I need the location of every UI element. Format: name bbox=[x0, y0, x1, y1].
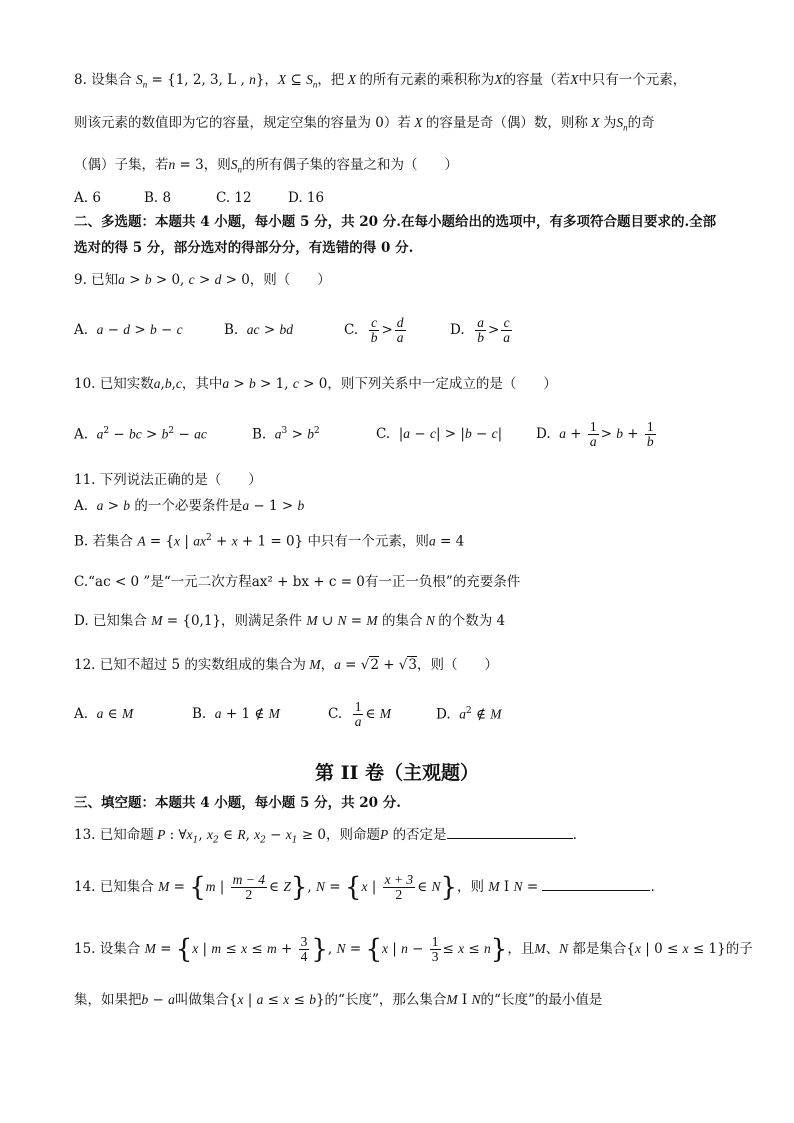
q12-stem: 12. 已知不超过 5 的实数组成的集合为 M，a = √2 + √3，则（ ） bbox=[74, 657, 498, 673]
q11-option-c: C.“ac < 0 ”是“一元二次方程ax² + bx + c = 0有一正一负根”的充要条件 bbox=[74, 574, 521, 590]
q13-stem: 13. 已知命题 P : $\forall x_1$, $x_2$ ∈ R, $x_2 - x_1 \ge 0$，则命题P 的否定是 . bbox=[74, 824, 734, 851]
q15-line2: 集，如果把b − a叫做集合{x | a ≤ x ≤ b}的“长度”，那么集合M I N的“长度”的最小值是 bbox=[74, 992, 603, 1008]
q9-option-a: A. a − d > b − c bbox=[74, 322, 183, 339]
q10-option-a: A. $a^2$ − bc > $b^2$ − ac bbox=[74, 425, 207, 443]
section2-heading: 二、多选题：本题共 4 小题，每小题 5 分，共 20 分.在每小题给出的选项中，有多项符合题目要求的.全部 bbox=[74, 214, 717, 230]
q13-answer-blank[interactable] bbox=[447, 824, 573, 839]
q11-stem: 11. 下列说法正确的是（ ） bbox=[74, 472, 262, 488]
q14-stem: 14. 已知集合 M = {m | $\frac{m - 4}{2}$ ∈ Z}, N = {x | $\frac{x + 3}{2}$ ∈ N}，则 M I N = . bbox=[74, 872, 655, 903]
q12-option-d: D. $a^2$ ∉ M bbox=[436, 705, 502, 723]
q10-option-d: D. a + $\frac{1}{a}$ > b + $\frac{1}{b}$ bbox=[536, 419, 654, 450]
q11-option-d: D. 已知集合 M = {0,1}，则满足条件 M ∪ N = M 的集合 N 的个数为 4 bbox=[74, 613, 506, 629]
q10-option-b: B. $a^3 > b^2$ bbox=[252, 425, 320, 443]
q10-stem: 10. 已知实数a,b,c，其中a > b > 1, c > 0，则下列关系中一定成立的是（ ） bbox=[74, 376, 557, 392]
q9-options bbox=[74, 316, 734, 352]
q9-option-d: D. $\frac{a}{b}$ > $\frac{c}{a}$ bbox=[450, 315, 511, 346]
section3-heading: 三、填空题：本题共 4 小题，每小题 5 分，共 20 分. bbox=[74, 795, 401, 811]
q8-line2: 则该元素的数值即为它的容量，规定空集的容量为 0）若 X 的容量是奇（偶）数，则称 X 为$S_n$的奇 bbox=[74, 115, 655, 133]
q8-option-d: D. 16 bbox=[288, 190, 325, 206]
q9-stem: 9. 已知a > b > 0, c > d > 0，则（ ） bbox=[74, 272, 331, 288]
q12-options bbox=[74, 700, 734, 736]
q12-option-c: C. $\frac{1}{a}$ ∈ M bbox=[328, 699, 392, 730]
q10-options bbox=[74, 420, 734, 456]
q8-text: 8. 设集合 bbox=[74, 72, 136, 88]
q12-option-a: A. a ∈ M bbox=[74, 706, 134, 723]
q9-option-b: B. ac > bd bbox=[224, 322, 293, 339]
part2-title: 第 II 卷（主观题） bbox=[314, 762, 479, 784]
q11-option-b: B. 若集合 A = {x | $ax^2 + x + 1 = 0$} 中只有一个元素，则a = 4 bbox=[74, 533, 465, 550]
q11-option-a: A. a > b 的一个必要条件是a − 1 > b bbox=[74, 498, 305, 514]
q8-option-c: C. 12 bbox=[216, 190, 252, 206]
section2-heading-cont: 选对的得 5 分，部分选对的得部分分，有选错的得 0 分. bbox=[74, 240, 414, 256]
q8-option-a: A. 6 bbox=[74, 190, 101, 206]
q14-answer-blank[interactable] bbox=[542, 876, 650, 891]
q8-options bbox=[74, 188, 734, 208]
q9-option-c: C. $\frac{c}{b}$ > $\frac{d}{a}$ bbox=[344, 315, 404, 346]
q8-line3: （偶）子集，若n = 3，则$S_n$的所有偶子集的容量之和为（ ） bbox=[74, 157, 458, 175]
q8-option-b: B. 8 bbox=[144, 190, 172, 206]
q8-line1: 8. 设集合 $S_n = \{1$, 2, 3, L , n}，X ⊆ $S_n$，把 X 的所有元素的乘积称为X的容量（若X中只有一个元素， bbox=[74, 72, 687, 90]
q10-option-c: C. |a − c| > |b − c| bbox=[376, 426, 503, 443]
q12-option-b: B. a + 1 ∉ M bbox=[192, 706, 280, 723]
q15-stem: 15. 设集合 M = {x | m ≤ x ≤ m + $\frac{3}{4}$ }, N = {x | n − $\frac{1}{3}$ ≤ x ≤ n}，且M、N 都是集合{x | 0 ≤ x ≤ 1}的子 bbox=[74, 934, 753, 965]
